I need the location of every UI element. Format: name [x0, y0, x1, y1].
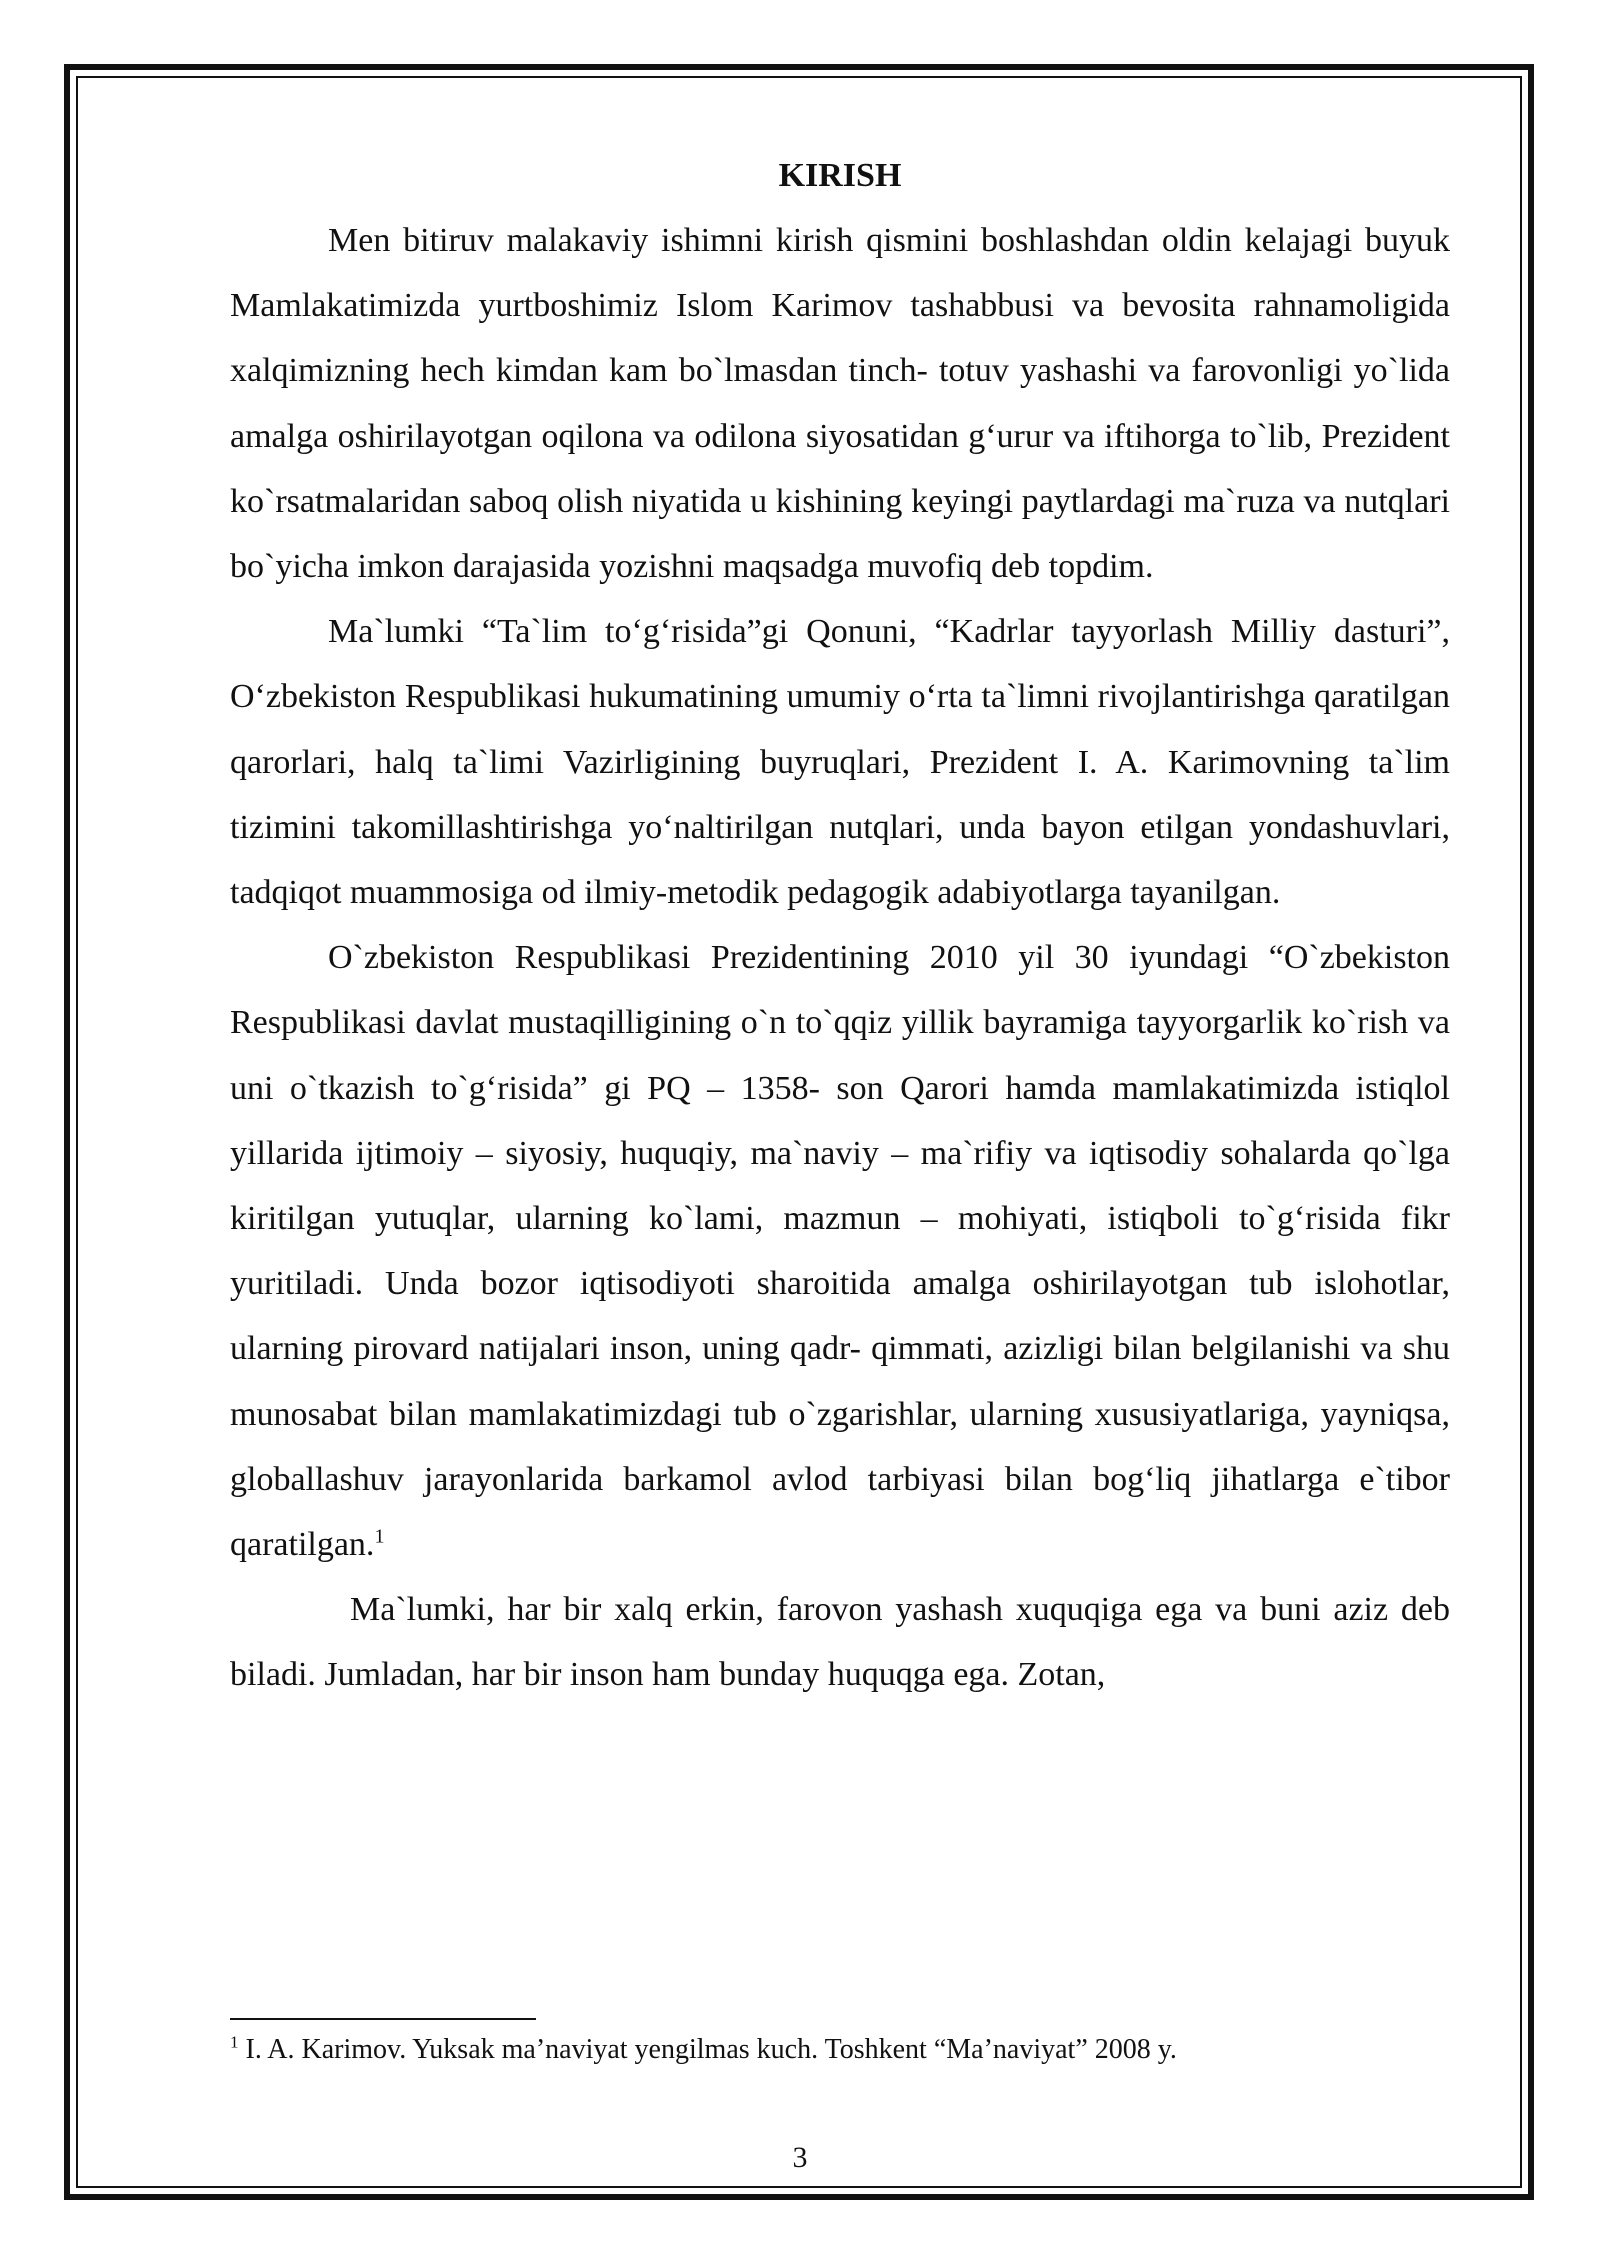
paragraph-3 [230, 925, 1450, 1577]
footnote-separator [230, 2018, 536, 2020]
paragraph-2: Ma`lumki “Ta`lim to‘g‘risida”gi Qonuni, “Kadrlar tayyorlash Milliy dasturi”, O‘zbekiston Respublikasi hukumatining umumiy o‘rta ta`limni rivojlantirishga qaratilgan qarorlari, halq ta`limi Vazirligining buyruqlari, Prezident I. A. Karimovning ta`lim tizimini takomillashtirishga yo‘naltirilgan nutqlari, unda bayon etilgan yondashuvlari, tadqiqot muammosiga od ilmiy-metodik pedagogik adabiyotlarga tayanilgan. [230, 613, 1450, 912]
paragraph-1: Men bitiruv malakaviy ishimni kirish qismini boshlashdan oldin kelajagi buyuk Mamlakatimizda yurtboshimiz Islom Karimov tashabbusi va bevosita rahnamoligida xalqimizning hech kimdan kam bo`lmasdan tinch- totuv yashashi va farovonligi yo`lida amalga oshirilayotgan oqilona va odilona siyosatidan g‘urur va iftihorga to`lib, Prezident ko`rsatmalaridan saboq olish niyatida u kishining keyingi paytlardagi ma`ruza va nutqlari bo`yicha imkon darajasida yozishni maqsadga muvofiq deb topdim. [230, 222, 1450, 586]
section-title: KIRISH [778, 157, 902, 194]
footnote-text: I. A. Karimov. Yuksak ma’naviyat yengilmas kuch. Toshkent “Ma’naviyat” 2008 y. [238, 2034, 1177, 2065]
footnote [230, 2030, 1450, 2070]
paragraph-3-text: O`zbekiston Respublikasi Prezidentining 2010 yil 30 iyundagi “O`zbekiston Respublikasi davlat mustaqilligining o`n to`qqiz yillik bayramiga tayyorgarlik ko`rish va uni o`tkazish to`g‘risida” gi PQ – 1358- son Qarori hamda mamlakatimizda istiqlol yillarida ijtimoiy – siyosiy, huquqiy, ma`naviy – ma`rifiy va iqtisodiy sohalarda qo`lga kiritilgan yutuqlar, ularning ko`lami, mazmun – mohiyati, istiqboli to`g‘risida fikr yuritiladi. Unda bozor iqtisodiyoti sharoitida amalga oshirilayotgan tub islohotlar, ularning pirovard natijalari inson, uning qadr- qimmati, azizligi bilan belgilanishi va shu munosabat bilan mamlakatimizdagi tub o`zgarishlar, ularning xususiyatlariga, yayniqsa, globallashuv jarayonlarida barkamol avlod tarbiyasi bilan bog‘liq jihatlarga e`tibor qaratilgan. [230, 939, 1450, 1564]
footnote-reference: 1 [374, 1525, 385, 1548]
paragraph-4: Ma`lumki, har bir xalq erkin, farovon yashash xuquqiga ega va buni aziz deb biladi. Jumladan, har bir inson ham bunday huquqga ega. Zotan, [230, 1591, 1450, 1694]
page-number: 3 [792, 2141, 808, 2174]
page-body [230, 146, 1450, 1708]
footnote-number: 1 [230, 2032, 239, 2052]
